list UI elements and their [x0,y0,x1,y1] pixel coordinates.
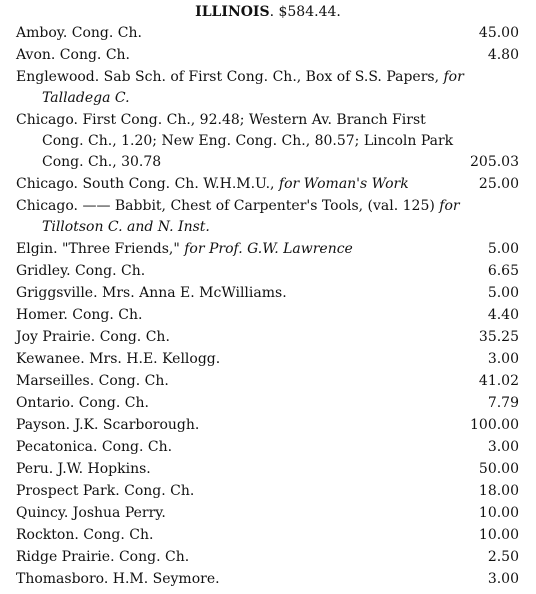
entry-amount: 3.00 [487,571,519,587]
contribution-entry [16,239,519,260]
entry-amount: 18.00 [478,483,519,499]
entry-text: Pecatonica. Cong. Ch. [16,439,173,455]
entry-amount: 41.02 [478,373,519,389]
contribution-entry [16,525,519,546]
entry-amount: 3.00 [487,351,519,367]
entry-amount: 10.00 [478,505,519,521]
entry-description [16,371,468,392]
contribution-entry [16,23,519,44]
state-name: ILLINOIS [195,4,270,20]
contribution-entry [16,283,519,304]
entry-text: Chicago. South Cong. Ch. W.H.M.U., [16,176,279,192]
contribution-entry [16,393,519,414]
contribution-list [16,23,519,591]
entry-description [16,110,468,173]
entry-text: Prospect Park. Cong. Ch. [16,483,195,499]
contribution-entry [16,569,519,590]
entry-text: Elgin. "Three Friends," [16,241,185,257]
entry-text: Rockton. Cong. Ch. [16,527,154,543]
entry-description [16,327,468,348]
entry-text: Kewanee. Mrs. H.E. Kellogg. [16,351,221,367]
entry-amount: 45.00 [478,25,519,41]
entry-description [16,23,468,44]
entry-description [16,45,468,66]
entry-text: Thomasboro. H.M. Seymore. [16,571,220,587]
entry-description [16,261,468,282]
entry-designation: for Prof. G.W. Lawrence [184,241,353,257]
entry-amount: 7.79 [487,395,519,411]
entry-text: Chicago. —— Babbit, Chest of Carpenter's Tools, (val. 125) [16,198,440,214]
entry-amount: 4.40 [487,307,519,323]
contribution-entry [16,67,519,109]
entry-amount: 10.00 [478,527,519,543]
entry-description [16,415,468,436]
contribution-entry [16,196,519,238]
entry-text: Gridley. Cong. Ch. [16,263,146,279]
contribution-entry [16,349,519,370]
entry-amount: 4.80 [487,47,519,63]
entry-text: Chicago. First Cong. Ch., 92.48; Western Av. Branch First Cong. Ch., 1.20; New Eng. Cong. Ch., 80.57; Lincoln Park Cong. Ch., 30.78 [16,112,454,170]
entry-text: Englewood. Sab Sch. of First Cong. Ch., Box of S.S. Papers, [16,69,444,85]
entry-text: Quincy. Joshua Perry. [16,505,166,521]
entry-amount: 100.00 [470,417,519,433]
contribution-entry [16,305,519,326]
contribution-entry [16,503,519,524]
entry-designation: for Tillotson C. and N. Inst. [42,198,460,235]
entry-text: Amboy. Cong. Ch. [16,25,142,41]
entry-text: Marseilles. Cong. Ch. [16,373,169,389]
contribution-entry [16,110,519,173]
section-heading [0,0,536,25]
entry-designation: for Woman's Work [278,176,409,192]
state-total: . $584.44. [269,4,341,20]
entry-text: Payson. J.K. Scarborough. [16,417,200,433]
entry-description [16,349,468,370]
entry-amount: 2.50 [487,549,519,565]
entry-description [16,305,468,326]
contribution-entry [16,371,519,392]
entry-description [16,547,468,568]
contribution-entry [16,437,519,458]
entry-description [16,283,468,304]
entry-description [16,481,468,502]
entry-amount: 50.00 [478,461,519,477]
entry-description [16,437,468,458]
entry-amount: 205.03 [470,154,519,170]
entry-text: Homer. Cong. Ch. [16,307,143,323]
contribution-entry [16,415,519,436]
entry-amount: 35.25 [478,329,519,345]
entry-text: Ontario. Cong. Ch. [16,395,149,411]
contribution-entry [16,459,519,480]
contribution-entry [16,547,519,568]
contribution-entry [16,174,519,195]
entry-designation: for Talladega C. [42,69,464,106]
entry-amount: 25.00 [478,176,519,192]
entry-description [16,459,468,480]
entry-amount: 5.00 [487,285,519,301]
entry-amount: 6.65 [487,263,519,279]
entry-amount: 3.00 [487,439,519,455]
entry-description [16,239,468,260]
entry-text: Griggsville. Mrs. Anna E. McWilliams. [16,285,287,301]
entry-text: Ridge Prairie. Cong. Ch. [16,549,190,565]
entry-description [16,174,468,195]
contribution-entry [16,261,519,282]
entry-description [16,569,468,590]
entry-description [16,393,468,414]
contribution-entry [16,327,519,348]
entry-text: Peru. J.W. Hopkins. [16,461,151,477]
entry-description [16,525,468,546]
entry-amount: 5.00 [487,241,519,257]
entry-description [16,503,468,524]
entry-text: Joy Prairie. Cong. Ch. [16,329,170,345]
entry-description [16,196,468,238]
entry-description [16,67,468,109]
contribution-entry [16,481,519,502]
entry-text: Avon. Cong. Ch. [16,47,130,63]
contribution-entry [16,45,519,66]
